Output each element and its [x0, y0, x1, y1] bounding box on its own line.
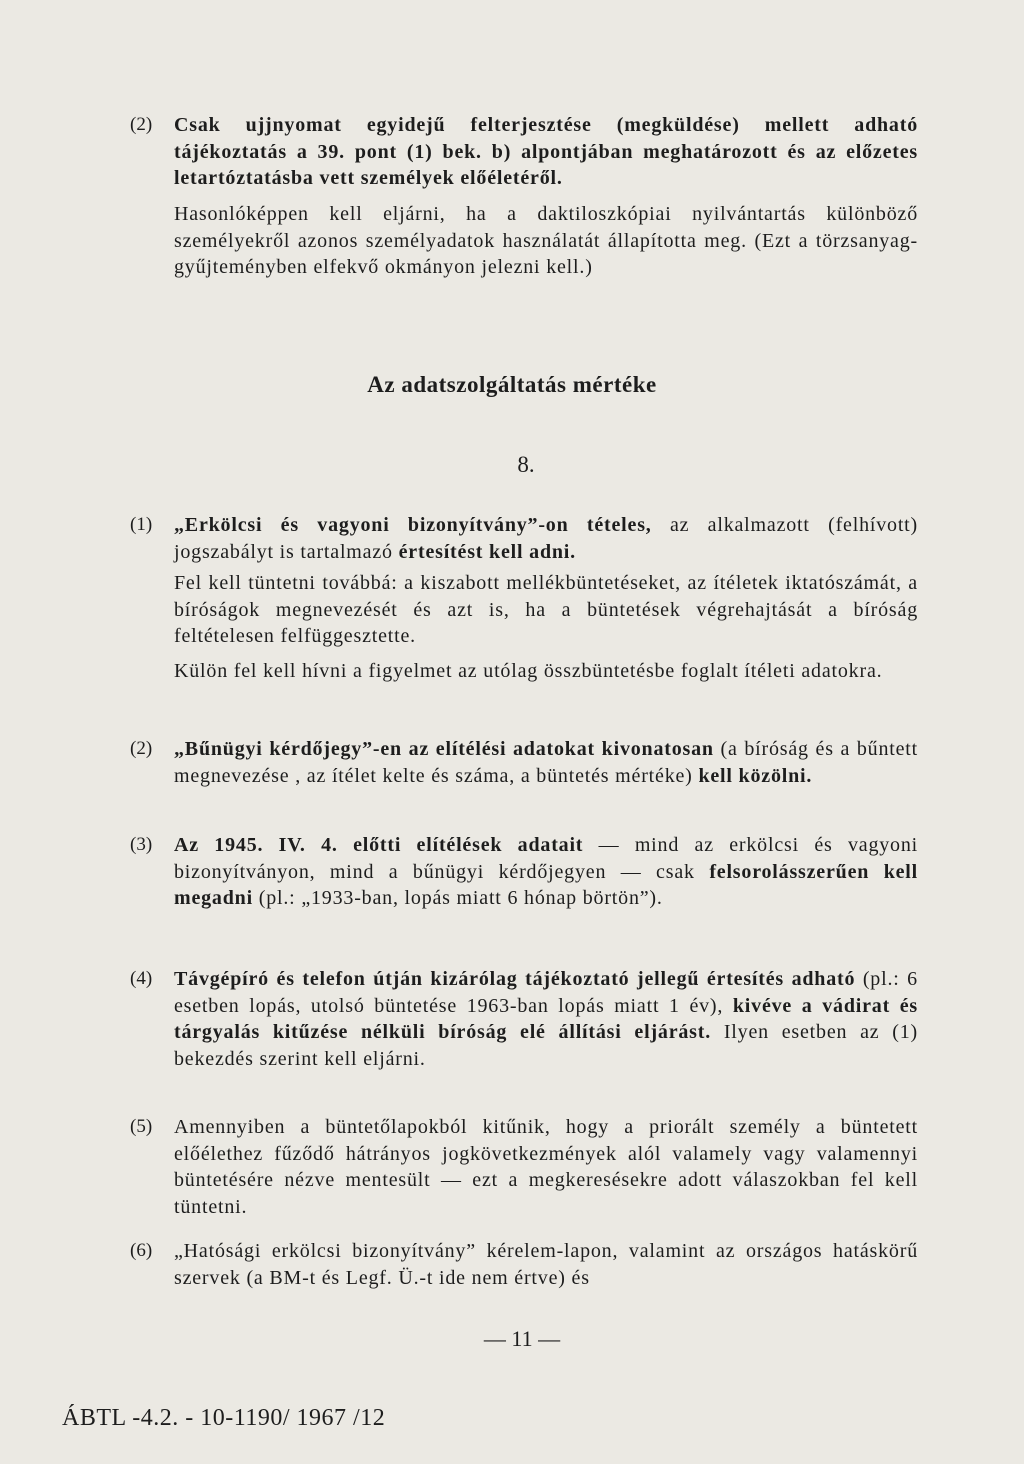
paragraph-1-main	[174, 512, 918, 565]
paragraph-number: (4)	[130, 968, 153, 989]
bold-text: „Bűnügyi kérdőjegy”-en az elítélési adatokat kivonatosan	[174, 738, 714, 760]
paragraph-number: (5)	[130, 1116, 153, 1137]
section-number: 8.	[517, 452, 535, 477]
bold-text: Az 1945. IV. 4. előtti elítélések adatait	[174, 834, 584, 856]
page-number: — 11 —	[483, 1326, 561, 1351]
paragraph-1-c: Külön fel kell hívni a figyelmet az utólag összbüntetésbe foglalt ítéleti adatokra.	[174, 660, 883, 682]
section-title: Az adatszolgáltatás mértéke	[367, 372, 657, 397]
bold-text: kivéve a vádirat és tárgyalás kitűzése nélküli bíróság elé állítási eljárást.	[174, 994, 918, 1044]
paragraph-6: „Hatósági erkölcsi bizonyítvány” kérelem-lapon, valamint az országos hatáskörű szervek (a BM-t és Legf. Ü.-t ide nem értve) és	[174, 1240, 918, 1289]
paragraph-number: (1)	[130, 514, 153, 535]
paragraph-number: (6)	[130, 1240, 153, 1261]
text-span: (a bíróság és a bűntett megnevezése , az ítélet kelte és száma, a büntetés mértéke)	[174, 738, 918, 787]
paragraph-2-text: Hasonlóképpen kell eljárni, ha a daktiloszkópiai nyilvántartás különböző személyekről azonos személyadatok használatát állapította meg. (Ezt a törzsanyag-gyűjteményben elfekvő okmányon jelezni kell.)	[174, 203, 918, 279]
paragraph-4	[174, 966, 918, 1072]
paragraph-number: (2)	[130, 114, 153, 135]
paragraph-3	[174, 832, 918, 912]
bold-text: értesítést kell adni.	[398, 540, 576, 563]
bold-text: Távgépíró és telefon útján kizárólag tájékoztató jellegű értesítés adható	[174, 968, 856, 990]
text-span: — mind az erkölcsi és vagyoni bizonyítványon, mind a bűnügyi kérdőjegyen — csak	[174, 834, 918, 883]
paragraph-number: (3)	[130, 834, 153, 855]
paragraph-number: (2)	[130, 738, 153, 759]
bold-text: felsorolásszerűen kell megadni	[174, 860, 919, 910]
text-span: (pl.: „1933-ban, lopás miatt 6 hónap börtön”).	[252, 887, 663, 910]
paragraph-2-bold	[174, 112, 918, 192]
bold-text: Csak ujjnyomat egyidejű felterjesztése (megküldése) mellett adható tájékoztatás a 39. pont (1) bek. b) alpontjában meghatározott és az előzetes letartóztatásba vett személyek előéletéről.	[174, 114, 918, 190]
paragraph-2	[174, 736, 918, 789]
paragraph-5: Amennyiben a büntetőlapokból kitűnik, hogy a priorált személy a büntetett előélethez fűződő hátrányos jogkövetkezmények alól valamely vagy valamennyi büntetésére nézve mentesült — ezt a megkeresésekre adott válaszokban fel kell tüntetni.	[174, 1116, 918, 1218]
archive-reference: ÁBTL -4.2. - 10-1190/ 1967 /12	[62, 1405, 386, 1431]
bold-text: kell közölni.	[698, 764, 813, 787]
text-span: (pl.: 6 esetben lopás, utolsó büntetése 1963-ban lopás miatt 1 év),	[174, 968, 918, 1017]
paragraph-1-b: Fel kell tüntetni továbbá: a kiszabott mellékbüntetéseket, az ítéletek iktatószámát, a bíróságok megnevezését és azt is, ha a büntetések végrehajtását a bíróság feltételesen felfüggesztette.	[174, 572, 918, 648]
bold-text: „Erkölcsi és vagyoni bizonyítvány”-on tételes,	[174, 514, 652, 536]
text-span: Ilyen esetben az (1) bekezdés szerint kell eljárni.	[174, 1021, 918, 1070]
text-span: az alkalmazott (felhívott) jogszabályt is tartalmazó	[174, 514, 918, 563]
